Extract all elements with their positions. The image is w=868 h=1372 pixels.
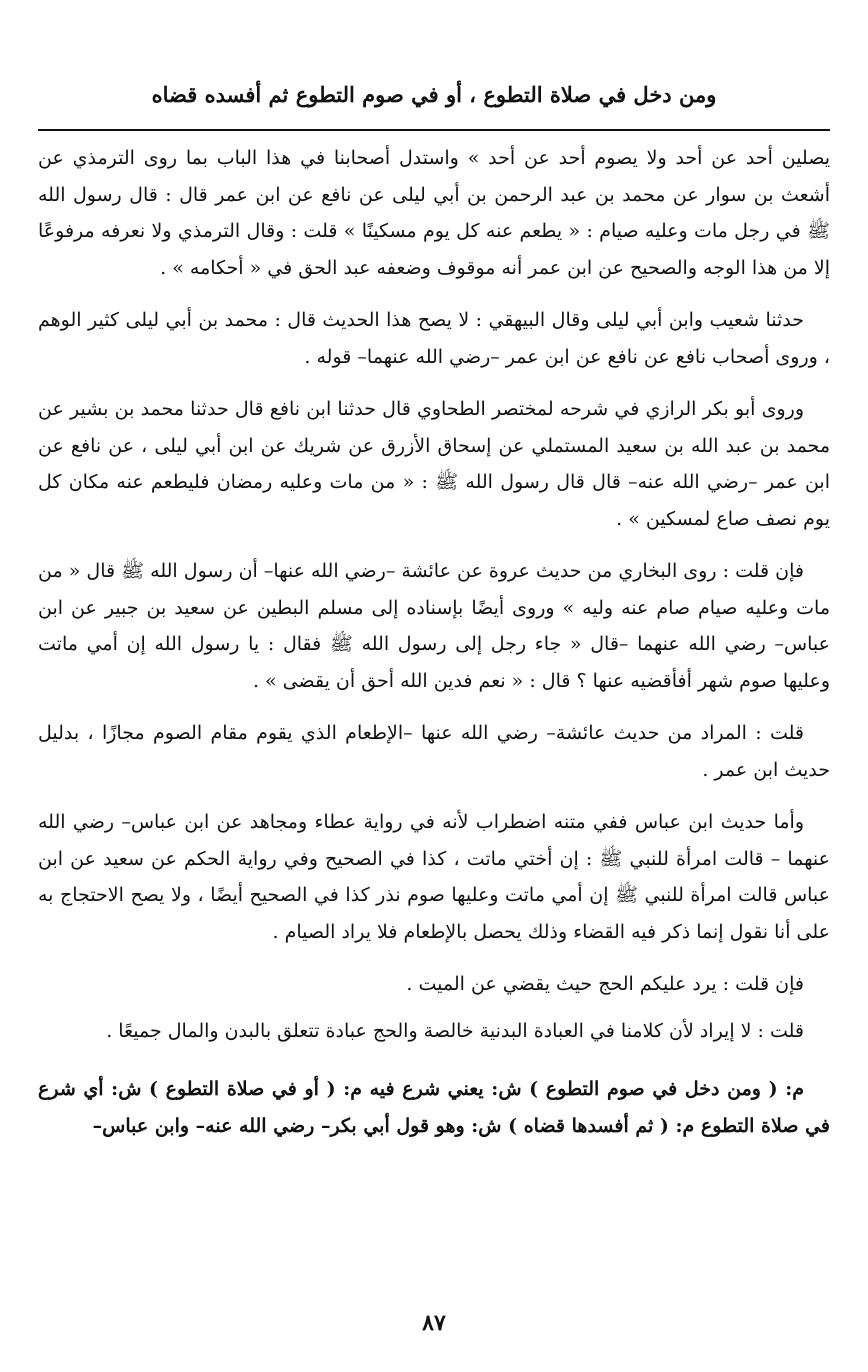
paragraph: قلت : لا إيراد لأن كلامنا في العبادة البدنية خالصة والحج عبادة تتعلق بالبدن والمال جميعًا . <box>106 1019 804 1042</box>
paragraph: حدثنا شعيب وابن أبي ليلى وقال البيهقي : لا يصح هذا الحديث قال : محمد بن أبي ليلى كثير الوهم ، وروى أصحاب نافع عن نافع عن ابن عمر –رضي الله عنهما– قوله . <box>38 309 830 368</box>
page-number: ٨٧ <box>422 1310 446 1336</box>
running-title: ومن دخل في صلاة التطوع ، أو في صوم التطوع ثم أفسده قضاه <box>151 82 717 107</box>
paragraph: وأما حديث ابن عباس ففي متنه اضطراب لأنه في رواية عطاء ومجاهد عن ابن عباس– رضي الله عنهما – قالت امرأة للنبي ﷺ : إن أختي ماتت ، كذا في الصحيح وفي رواية الحكم عن سعيد عن ابن عباس قالت امرأة للنبي ﷺ إن أمي ماتت وعليها صوم نذر كذا في الصحيح أيضًا ، ولا يصح الاحتجاج به على أنا نقول إنما ذكر فيه القضاء وذلك يحصل بالإطعام فلا يراد الصيام . <box>38 811 830 943</box>
paragraph-continuation: يصلين أحد عن أحد ولا يصوم أحد عن أحد » واستدل أصحابنا في هذا الباب بما روى الترمذي عن أشعث بن سوار عن محمد بن عبد الرحمن بن أبي ليلى عن نافع عن ابن عمر قال : قال رسول الله ﷺ في رجل مات وعليه صيام : « يطعم عنه كل يوم مسكينًا » قلت : وقال الترمذي ولا نعرفه مرفوعًا إلا من هذا الوجه والصحيح عن ابن عمر أنه موقوف وضعفه عبد الحق في « أحكامه » . <box>38 147 830 279</box>
body-text <box>38 140 830 1160</box>
paragraph: وروى أبو بكر الرازي في شرحه لمختصر الطحاوي قال حدثنا ابن نافع قال حدثنا محمد بن بشير عن محمد بن عبد الله بن سعيد المستملي عن إسحاق الأزرق عن شريك عن ابن أبي ليلى ، عن نافع عن ابن عمر –رضي الله عنه– قال قال رسول الله ﷺ : « من مات وعليه رمضان فليطعم عنه مكان كل يوم نصف صاع لمسكين » . <box>38 398 830 530</box>
paragraph: فإن قلت : روى البخاري من حديث عروة عن عائشة –رضي الله عنها– أن رسول الله ﷺ قال « من مات وعليه صيام صام عنه وليه » وروى أيضًا بإسناده إلى مسلم البطين عن سعيد بن جبير عن ابن عباس– رضي الله عنهما –قال « جاء رجل إلى رسول الله ﷺ فقال : يا رسول الله إن أمي ماتت وعليها صوم شهر أفأقضيه عنها ؟ قال : « نعم فدين الله أحق أن يقضى » . <box>38 560 830 692</box>
paragraph: قلت : المراد من حديث عائشة– رضي الله عنها –الإطعام الذي يقوم مقام الصوم مجازًا ، بدليل حديث ابن عمر . <box>38 722 830 781</box>
matn-commentary-paragraph: م: ( ومن دخل في صوم التطوع ) ش: يعني شرع فيه م: ( أو في صلاة التطوع ) ش: أي شرع في صلاة التطوع م: ( ثم أفسدها قضاه ) ش: وهو قول أبي بكر– رضي الله عنه– وابن عباس– <box>38 1078 830 1137</box>
header-rule <box>38 129 830 131</box>
paragraph: فإن قلت : يرد عليكم الحج حيث يقضي عن الميت . <box>406 973 804 995</box>
